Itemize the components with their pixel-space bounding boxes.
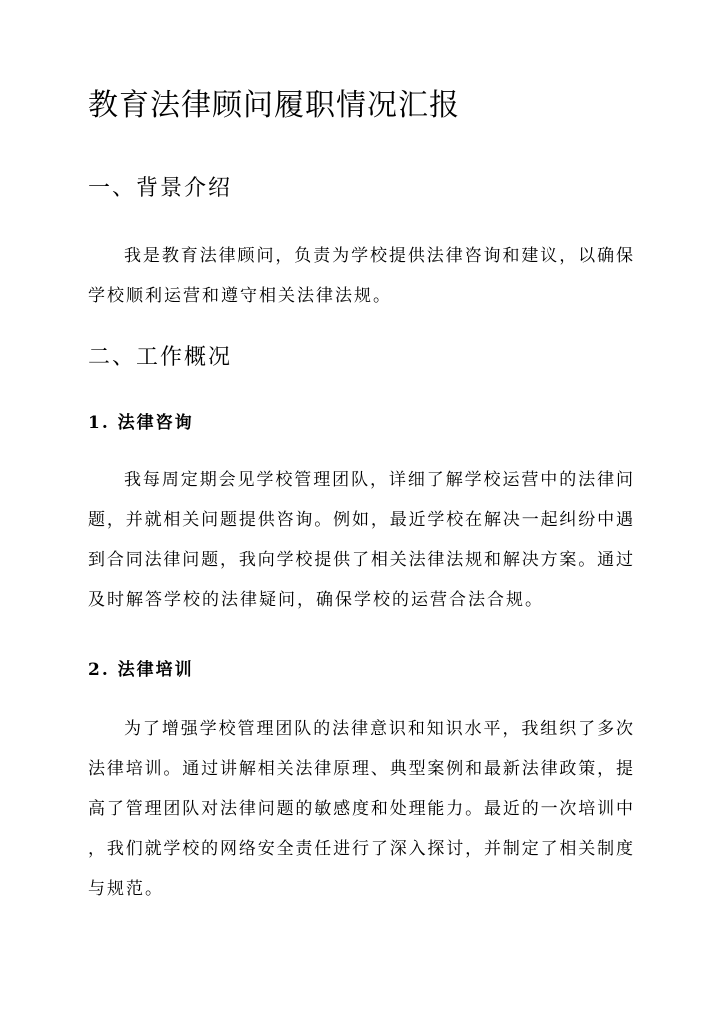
paragraph-line: 法律培训。通过讲解相关法律原理、典型案例和最新法律政策，提 [88,759,633,779]
paragraph-line: 学校顺利运营和遵守相关法律法规。 [88,286,392,306]
subsection-heading-legal-consulting: 1. 法律咨询 [88,413,194,433]
section-heading-work-overview: 二、工作概况 [88,345,233,370]
paragraph-line: 及时解答学校的法律疑问，确保学校的运营合法合规。 [88,590,544,610]
paragraph-line: 与规范。 [88,879,164,899]
paragraph-line: 高了管理团队对法律问题的敏感度和处理能力。最近的一次培训中 [88,799,633,819]
section-heading-background: 一、背景介绍 [88,176,233,201]
paragraph-line: 我每周定期会见学校管理团队，详细了解学校运营中的法律问 [124,470,633,490]
paragraph-legal-training [88,709,633,909]
paragraph-legal-consulting [88,460,633,620]
paragraph-background [88,236,633,316]
subsection-heading-legal-training: 2. 法律培训 [88,660,194,680]
document-title: 教育法律顾问履职情况汇报 [88,88,460,123]
paragraph-line: 到合同法律问题，我向学校提供了相关法律法规和解决方案。通过 [88,550,633,570]
paragraph-line: 为了增强学校管理团队的法律意识和知识水平，我组织了多次 [124,719,633,739]
paragraph-line: ，我们就学校的网络安全责任进行了深入探讨，并制定了相关制度 [88,839,633,859]
paragraph-line: 我是教育法律顾问，负责为学校提供法律咨询和建议，以确保 [124,246,633,266]
paragraph-line: 题，并就相关问题提供咨询。例如，最近学校在解决一起纠纷中遇 [88,510,633,530]
